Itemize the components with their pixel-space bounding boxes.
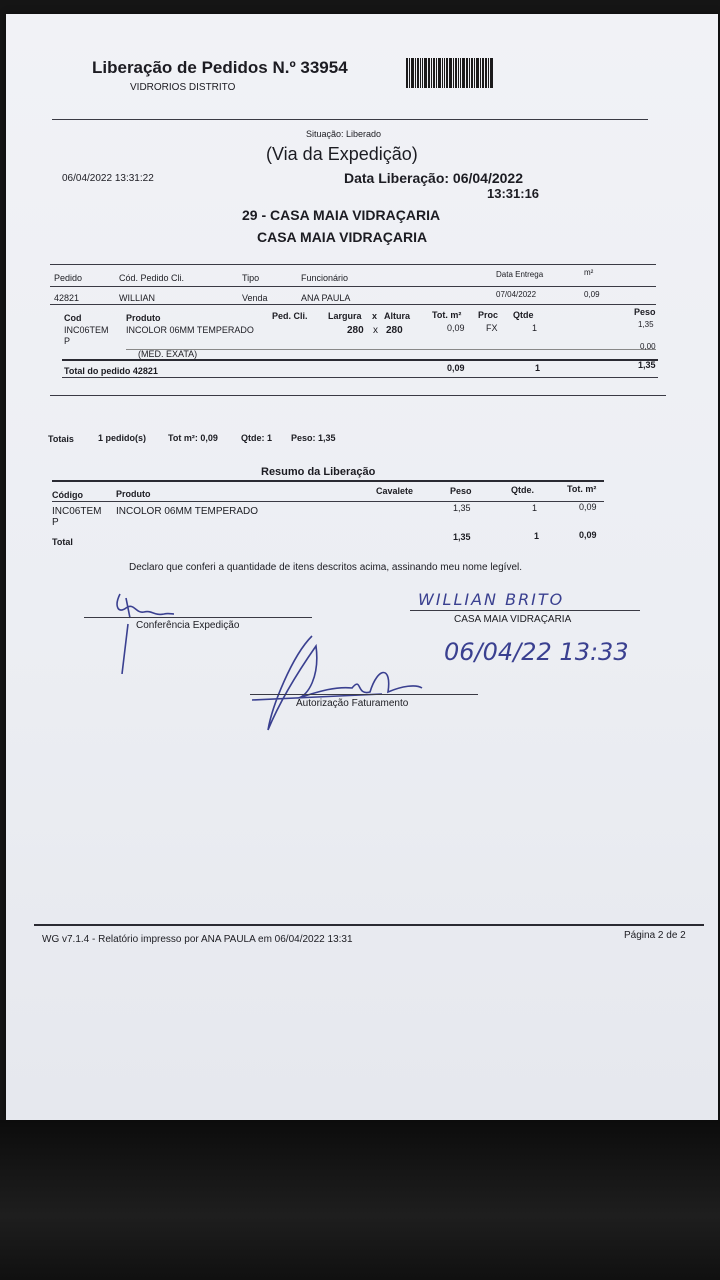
col-pedido-header: Pedido <box>54 273 83 283</box>
autorizacao-label: Autorização Faturamento <box>296 698 409 709</box>
order-total-peso: 1,35 <box>638 360 656 370</box>
item-proc: FX <box>486 323 498 333</box>
item-produto: INCOLOR 06MM TEMPERADO <box>126 325 254 335</box>
summary-peso: 1,35 <box>453 503 471 513</box>
client-signature-label: CASA MAIA VIDRAÇARIA <box>454 614 572 625</box>
col-proc-header: Proc <box>478 310 499 320</box>
item-qtde: 1 <box>532 323 538 333</box>
client-line-1: 29 - CASA MAIA VIDRAÇARIA <box>242 207 441 223</box>
summary-total-qtde: 1 <box>534 531 540 541</box>
m2-value: 0,09 <box>584 290 600 299</box>
cod-pedido-cli-value: WILLIAN <box>119 293 156 303</box>
divider <box>62 377 658 378</box>
document-page <box>6 14 718 1120</box>
divider <box>50 286 656 287</box>
item-peso: 1,35 <box>638 320 654 329</box>
summary-col-tot-m2-header: Tot. m² <box>567 484 597 494</box>
item-tot-m2: 0,09 <box>447 323 465 333</box>
col-produto-header: Produto <box>126 313 161 323</box>
divider <box>126 349 656 350</box>
totals-qtde: Qtde: 1 <box>241 433 273 443</box>
divider <box>50 395 666 396</box>
col-ped-cli-header: Ped. Cli. <box>272 311 308 321</box>
divider <box>52 119 648 120</box>
summary-col-peso-header: Peso <box>450 486 472 496</box>
handwritten-date: 06/04/22 13:33 <box>444 638 629 666</box>
col-cod-header: Cod <box>64 313 82 323</box>
divider <box>52 480 604 482</box>
summary-title: Resumo da Liberação <box>261 466 376 478</box>
col-tot-m2-header: Tot. m² <box>432 310 462 320</box>
col-peso-header: Peso <box>634 307 656 317</box>
release-time: 13:31:16 <box>487 186 540 201</box>
col-tipo-header: Tipo <box>242 273 260 283</box>
release-date: Data Liberação: 06/04/2022 <box>344 170 523 186</box>
order-total-label: Total do pedido 42821 <box>64 366 158 376</box>
divider <box>50 264 656 265</box>
authorization-signature-icon <box>252 626 442 736</box>
declaration-text: Declaro que conferi a quantidade de itens descritos acima, assinando meu nome legível. <box>129 562 523 573</box>
item-x: x <box>373 325 378 336</box>
footer-page-number: Página 2 de 2 <box>624 930 686 941</box>
tipo-value: Venda <box>242 293 268 303</box>
item-altura: 280 <box>386 325 403 336</box>
col-qtde-header: Qtde <box>513 310 534 320</box>
summary-codigo-continued: P <box>52 517 59 528</box>
summary-codigo: INC06TEM <box>52 506 102 517</box>
barcode-icon <box>406 58 514 88</box>
client-line-2: CASA MAIA VIDRAÇARIA <box>257 229 428 245</box>
totals-pedidos: 1 pedido(s) <box>98 433 147 443</box>
data-entrega-value: 07/04/2022 <box>496 290 537 299</box>
funcionario-value: ANA PAULA <box>301 293 351 303</box>
summary-total-tot-m2: 0,09 <box>579 530 597 540</box>
summary-col-qtde-header: Qtde. <box>511 485 535 495</box>
summary-col-codigo-header: Código <box>52 490 83 500</box>
document-title: Liberação de Pedidos N.º 33954 <box>92 58 348 77</box>
item-largura: 280 <box>347 325 364 336</box>
col-cod-pedido-cli-header: Cód. Pedido Cli. <box>119 273 185 283</box>
item-extra: 0,00 <box>640 342 656 351</box>
col-data-entrega-header: Data Entrega <box>496 270 544 279</box>
summary-total-peso: 1,35 <box>453 532 471 542</box>
conferencia-label: Conferência Expedição <box>136 620 240 631</box>
col-x-header: x <box>372 311 378 321</box>
company-name: VIDRORIOS DISTRITO <box>130 82 236 93</box>
signature-line <box>84 617 312 618</box>
item-cod: INC06TEM <box>64 325 109 335</box>
col-funcionario-header: Funcionário <box>301 273 349 283</box>
summary-col-cavalete-header: Cavalete <box>376 486 414 496</box>
summary-col-produto-header: Produto <box>116 489 151 499</box>
summary-total-label: Total <box>52 537 73 547</box>
order-total-m2: 0,09 <box>447 363 465 373</box>
divider <box>34 924 704 926</box>
item-obs: (MED. EXATA) <box>138 349 198 359</box>
totals-peso: Peso: 1,35 <box>291 433 336 443</box>
summary-tot-m2: 0,09 <box>579 502 597 512</box>
col-m2-header: m² <box>584 268 594 277</box>
signature-line <box>410 610 640 611</box>
divider <box>50 304 656 305</box>
summary-produto: INCOLOR 06MM TEMPERADO <box>116 506 259 517</box>
printed-timestamp: 06/04/2022 13:31:22 <box>62 173 154 184</box>
status-label: Situação: Liberado <box>306 129 382 139</box>
pedido-value: 42821 <box>54 293 80 303</box>
footer-report: WG v7.1.4 - Relatório impresso por ANA PAULA em 06/04/2022 13:31 <box>42 934 353 945</box>
totals-label: Totais <box>48 434 74 444</box>
summary-qtde: 1 <box>532 503 538 513</box>
totals-tot-m2: Tot m²: 0,09 <box>168 433 218 443</box>
background-surface <box>0 1120 720 1280</box>
copy-label: (Via da Expedição) <box>266 144 418 164</box>
divider <box>62 359 658 361</box>
signature-line <box>250 694 478 695</box>
divider <box>52 501 604 502</box>
col-altura-header: Altura <box>384 311 411 321</box>
order-total-qtde: 1 <box>535 363 541 373</box>
item-cod-continued: P <box>64 336 71 346</box>
handwritten-name: WILLIAN BRITO <box>418 590 565 609</box>
col-largura-header: Largura <box>328 311 362 321</box>
